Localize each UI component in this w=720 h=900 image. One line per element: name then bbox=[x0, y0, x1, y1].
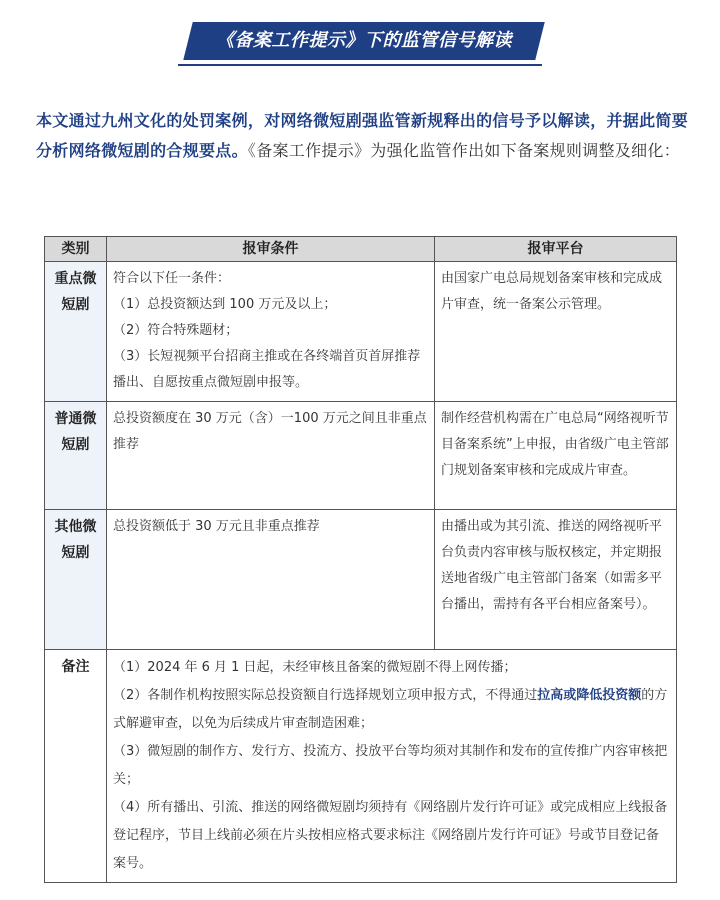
note-item-accent: 拉高或降低投资额 bbox=[537, 688, 642, 703]
table-row bbox=[45, 402, 677, 510]
table-row-note bbox=[45, 650, 677, 883]
header-category: 类别 bbox=[45, 237, 107, 262]
condition-line: （2）符合特殊题材； bbox=[113, 323, 239, 338]
note-item: （3）微短剧的制作方、发行方、投流方、投放平台等均须对其制作和发布的宣传推广内容审核把关； bbox=[113, 744, 668, 787]
filing-rules-table bbox=[44, 236, 677, 883]
header-conditions: 报审条件 bbox=[107, 237, 435, 262]
note-label: 备注 bbox=[45, 650, 107, 883]
platform-cell: 由播出或为其引流、推送的网络视听平台负责内容审核与版权核定，并定期报送地省级广电主管部门备案（如需多平台播出，需持有各平台相应备案号）。 bbox=[435, 510, 677, 650]
header-platform: 报审平台 bbox=[435, 237, 677, 262]
intro-highlight: 本文通过九州文化的处罚案例，对网络微短剧强监管新规释出的信号予以解读，并据此简要分析网络微短剧的合规要点。 bbox=[36, 111, 689, 160]
note-item-text: 的方式解避审查，以免为后续成片审查制造困难； bbox=[113, 688, 668, 731]
note-item: （1）2024 年 6 月 1 日起，未经审核且备案的微短剧不得上网传播； bbox=[113, 660, 517, 675]
condition-line: 总投资额度在 30 万元（含）一100 万元之间且非重点推荐 bbox=[113, 411, 427, 452]
note-cell bbox=[107, 650, 677, 883]
condition-line: 符合以下任一条件： bbox=[113, 271, 231, 286]
condition-line: （1）总投资额达到 100 万元及以上； bbox=[113, 297, 337, 312]
conditions-cell bbox=[107, 510, 435, 650]
conditions-cell bbox=[107, 262, 435, 402]
title-banner bbox=[0, 22, 720, 72]
table-row bbox=[45, 510, 677, 650]
condition-line: 总投资额低于 30 万元且非重点推荐 bbox=[113, 519, 320, 534]
note-item bbox=[113, 682, 670, 738]
table-header-row bbox=[45, 237, 677, 262]
category-cell: 其他微短剧 bbox=[45, 510, 107, 650]
table-row bbox=[45, 262, 677, 402]
intro-rest: 《备案工作提示》为强化监管作出如下备案规则调整及细化： bbox=[247, 141, 681, 160]
condition-line: （3）长短视频平台招商主推或在各终端首页首屏推荐播出、自愿按重点微短剧申报等。 bbox=[113, 349, 421, 390]
banner-underline bbox=[178, 64, 542, 66]
intro-paragraph bbox=[36, 106, 688, 166]
conditions-cell bbox=[107, 402, 435, 510]
platform-cell: 由国家广电总局规划备案审核和完成成片审查，统一备案公示管理。 bbox=[435, 262, 677, 402]
platform-cell: 制作经营机构需在广电总局“网络视听节目备案系统”上申报，由省级广电主管部门规划备案审核和完成成片审查。 bbox=[435, 402, 677, 510]
note-item: （4）所有播出、引流、推送的网络微短剧均须持有《网络剧片发行许可证》或完成相应上线报备登记程序，节目上线前必须在片头按相应格式要求标注《网络剧片发行许可证》号或节目登记备案号。 bbox=[113, 800, 668, 871]
note-item-text: （2）各制作机构按照实际总投资额自行选择规划立项申报方式，不得通过 bbox=[113, 688, 538, 703]
category-cell: 重点微短剧 bbox=[45, 262, 107, 402]
banner-title: 《备案工作提示》下的监管信号解读 bbox=[216, 30, 512, 51]
category-cell: 普通微短剧 bbox=[45, 402, 107, 510]
